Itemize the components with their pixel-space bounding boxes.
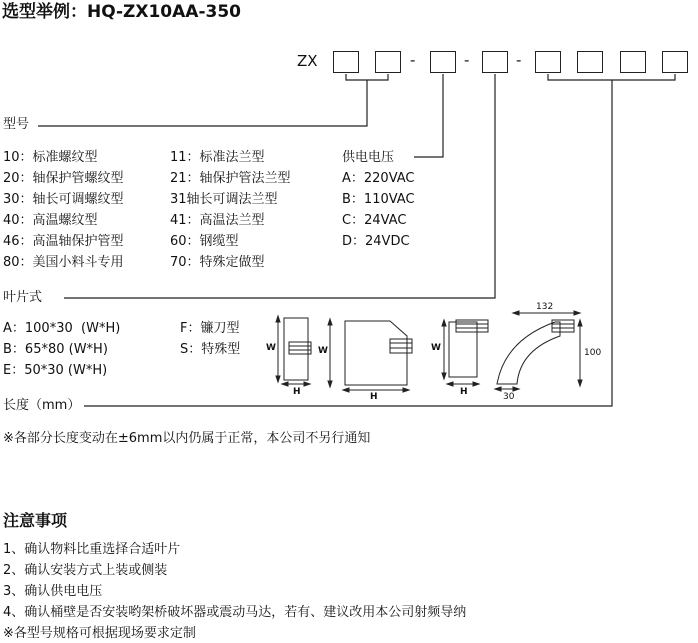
blade-item-b: B：65*80 (W*H) [3,342,108,357]
blade-4-132-label: 132 [536,302,554,312]
model-item-41: 41：高温法兰型 [170,213,265,228]
model-item-20: 20：轴保护管螺纹型 [3,171,124,186]
blade-item-s: S：特殊型 [180,342,241,357]
blade-item-e: E：50*30 (W*H) [3,363,108,378]
voltage-heading: 供电电压 [342,150,395,165]
model-item-46: 46：高温轴保护管型 [3,234,124,249]
blade-4-100-label: 100 [584,348,602,358]
length-label: 长度（mm） [3,398,81,413]
blade-1-body [284,318,308,380]
blade-2-shaft [390,339,412,353]
model-item-40: 40：高温螺纹型 [3,213,98,228]
blade-1-w-label: W [266,343,276,353]
model-item-60: 60：钢缆型 [170,234,239,249]
model-item-10: 10：标准螺纹型 [3,150,98,165]
blade-3-body [449,322,477,377]
voltage-item-b: B：110VAC [342,192,415,207]
code-prefix: ZX [297,52,318,70]
notices-heading: 注意事项 [3,511,68,530]
model-item-11: 11：标准法兰型 [170,150,265,165]
model-item-70: 70：特殊定做型 [170,255,265,270]
blade-4-30-label: 30 [503,392,515,402]
model-item-31: 31轴长可调法兰型 [170,192,278,207]
notice-item-1: 1、确认物料比重选择合适叶片 [3,542,181,557]
voltage-item-a: A：220VAC [342,171,415,186]
voltage-item-c: C：24VAC [342,213,407,228]
model-item-21: 21：轴保护管法兰型 [170,171,291,186]
voltage-item-d: D：24VDC [342,234,410,249]
blade-item-a: A：100*30 (W*H) [3,321,121,336]
blade-2-w-label: W [318,346,328,356]
blade-4-body [497,322,560,384]
blade-item-f: F：镰刀型 [180,321,240,336]
blade-1-h-label: H [293,387,301,397]
notice-item-5: ※各型号规格可根据现场要求定制 [3,626,196,641]
model-heading: 型号 [3,117,30,132]
notice-item-4: 4、确认桶壁是否安装哟架桥破坏器或震动马达，若有、建议改用本公司射频导纳 [3,605,467,620]
notice-item-3: 3、确认供电电压 [3,584,103,599]
code-dash-3: - [516,51,522,69]
code-dash-1: - [410,51,416,69]
blade-heading: 叶片式 [3,290,43,305]
code-dash-2: - [464,51,470,69]
blade-3-w-label: W [431,343,441,353]
model-item-80: 80：美国小料斗专用 [3,255,124,270]
blade-2-h-label: H [370,392,378,402]
blade-3-h-label: H [460,387,468,397]
page-title: 选型举例：HQ-ZX10AA-350 [2,2,241,22]
model-item-30: 30：轴长可调螺纹型 [3,192,124,207]
notice-item-2: 2、确认安装方式上装或侧装 [3,563,168,578]
tolerance-note: ※各部分长度变动在±6mm以内仍属于正常，本公司不另行通知 [3,431,371,446]
